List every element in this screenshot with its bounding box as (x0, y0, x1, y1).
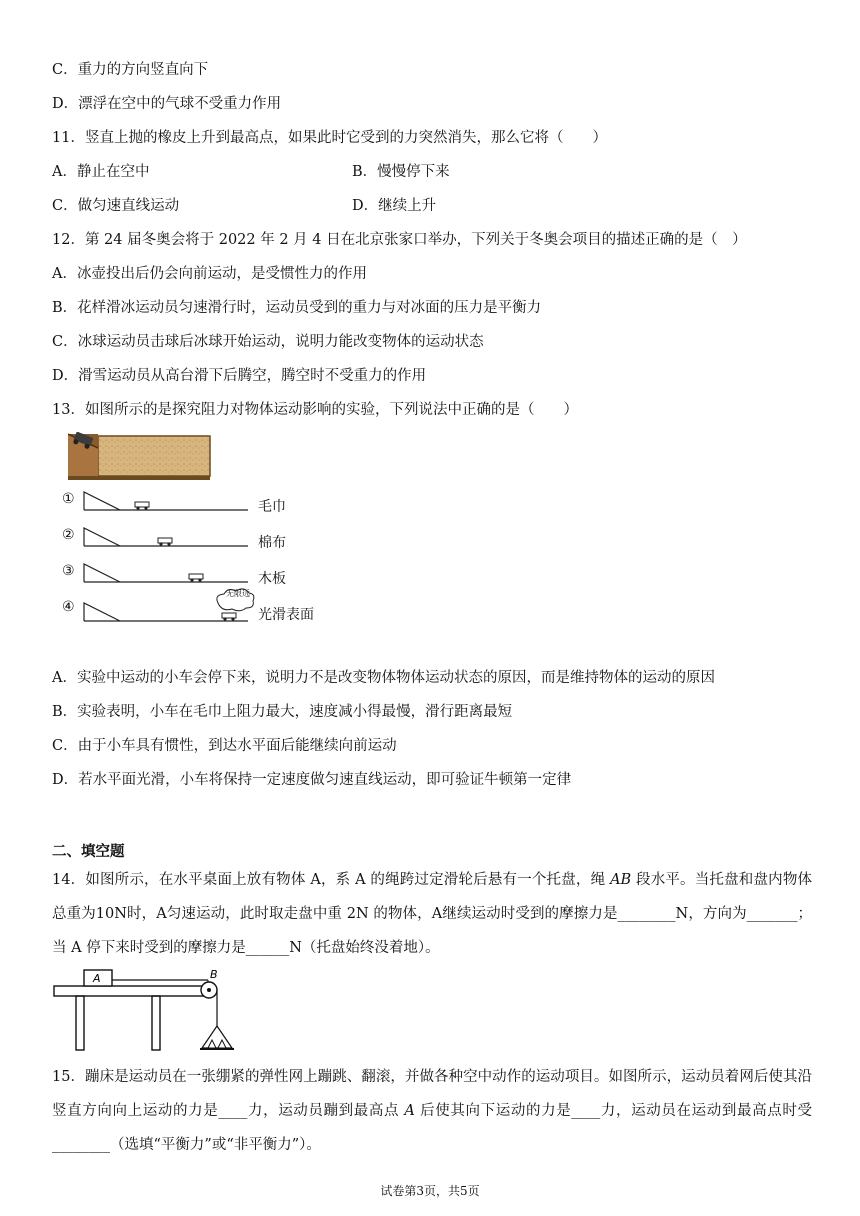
q12-stem: 12．第 24 届冬奥会将于 2022 年 2 月 4 日在北京张家口举办，下列关于冬奥会项目的描述正确的是（ ） (52, 232, 747, 248)
row-3-track (82, 560, 252, 586)
q14-text-part1: 14．如图所示，在水平桌面上放有物体 A，系 A 的绳跨过定滑轮后悬有一个托盘，绳 (52, 872, 611, 888)
q14-table-pulley-figure (52, 968, 242, 1052)
q14-text-part2: 段水平。当托盘和盘内物体总重为10N时，A匀速运动，此时取走盘中重 2N 的物体，A继续运动时受到的摩擦力是________N，方向为_______；当 A 停下来时受到的摩擦力是______N（托盘始终没着地）。 (52, 872, 813, 956)
row-2-surface: 棉布 (258, 535, 286, 551)
q15-text-part2: 后使其向下运动的力是____力，运动员在运动到最高点时受________（选填“平衡力”或“非平衡力”）。 (52, 1103, 813, 1153)
q10-option-d: D．漂浮在空中的气球不受重力作用 (52, 96, 282, 112)
row-4-surface: 光滑表面 (258, 607, 314, 623)
q10-option-c: C．重力的方向竖直向下 (52, 62, 209, 78)
q12-option-a: A．冰壶投出后仍会向前运动，是受惯性力的作用 (52, 266, 367, 282)
q11-option-d: D．继续上升 (352, 198, 437, 214)
q11-option-c: C．做匀速直线运动 (52, 198, 180, 214)
section-title: 二、填空题 (52, 844, 125, 860)
q11-stem: 11．竖直上抛的橡皮上升到最高点，如果此时它受到的力突然消失，那么它将（ ） (52, 130, 607, 146)
q15-text-part1: 15．蹦床是运动员在一张绷紧的弹性网上蹦跳、翻滚，并做各种空中动作的运动项目。如图所示，运动员着网后使其沿竖直方向向上运动的力是____力，运动员蹦到最高点 (52, 1069, 812, 1119)
q12-option-d: D．滑雪运动员从高台滑下后腾空，腾空时不受重力的作用 (52, 368, 427, 384)
q13-incline-photo (68, 432, 213, 482)
row-4-number: ④ (62, 599, 75, 615)
row-3-number: ③ (62, 563, 75, 579)
q14-label-b: B (210, 968, 218, 981)
row-3-surface: 木板 (258, 571, 286, 587)
q15-text (52, 1060, 812, 1162)
q14-text-ab: AB (610, 872, 632, 888)
row-4-bubble-text: 无限远 (226, 589, 250, 598)
q13-option-b: B．实验表明，小车在毛巾上阻力最大，速度减小得最慢，滑行距离最短 (52, 704, 513, 720)
q12-option-b: B．花样滑冰运动员匀速滑行时，运动员受到的重力与对冰面的压力是平衡力 (52, 300, 542, 316)
page-footer: 试卷第3页，共5页 (380, 1184, 480, 1198)
q13-option-d: D．若水平面光滑，小车将保持一定速度做匀速直线运动，即可验证牛顿第一定律 (52, 772, 572, 788)
row-2-track (82, 524, 252, 550)
row-1-surface: 毛巾 (258, 499, 286, 515)
q13-option-c: C．由于小车具有惯性，到达水平面后能继续向前运动 (52, 738, 397, 754)
q14-text (52, 863, 812, 965)
q14-label-a: A (93, 972, 101, 985)
row-1-number: ① (62, 491, 75, 507)
q13-option-a: A．实验中运动的小车会停下来，说明力不是改变物体物体运动状态的原因，而是维持物体的运动的原因 (52, 670, 715, 686)
q15-text-point-a: A (404, 1103, 415, 1119)
row-2-number: ② (62, 527, 75, 543)
q12-option-c: C．冰球运动员击球后冰球开始运动，说明力能改变物体的运动状态 (52, 334, 484, 350)
q13-stem: 13．如图所示的是探究阻力对物体运动影响的实验，下列说法中正确的是（ ） (52, 402, 578, 418)
row-1-track (82, 488, 252, 514)
q11-option-b: B．慢慢停下来 (352, 164, 450, 180)
q11-option-a: A．静止在空中 (52, 164, 150, 180)
